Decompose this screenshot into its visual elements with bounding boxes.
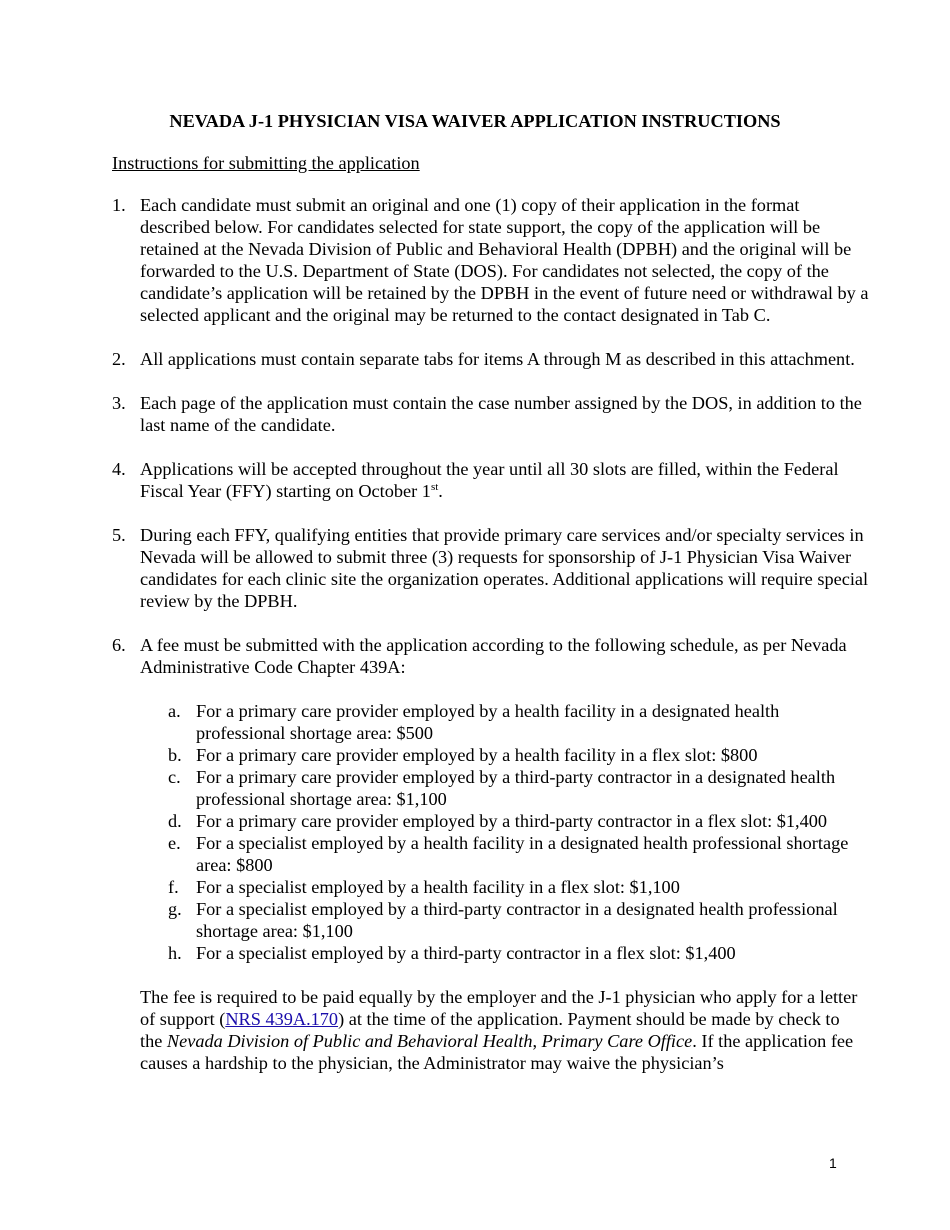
- primary-care-office-name: Primary Care Office: [541, 1031, 693, 1051]
- fee-schedule-text: For a specialist employed by a health facility in a flex slot: $1,100: [196, 877, 680, 897]
- list-item-number: 5.: [112, 525, 126, 545]
- fee-schedule-text: For a primary care provider employed by a third-party contractor in a flex slot: $1,400: [196, 811, 828, 831]
- fee-schedule-item: [0, 898, 950, 942]
- fee-schedule-item: [0, 700, 950, 744]
- list-item: [0, 458, 950, 502]
- list-item-number: 3.: [112, 393, 126, 413]
- fee-schedule-item: [0, 766, 950, 810]
- fee-paragraph-text: . If the application fee causes a hardship to the physician, the Administrator may waive the physician’s: [140, 1031, 854, 1073]
- fee-schedule-letter: h.: [168, 943, 182, 963]
- fee-schedule-letter: e.: [168, 833, 181, 853]
- page-number: 1: [829, 1155, 837, 1171]
- fee-schedule-item: [0, 810, 950, 832]
- fee-schedule-letter: b.: [168, 745, 182, 765]
- fee-schedule-item: [0, 744, 950, 766]
- dpbh-name: Nevada Division of Public and Behavioral Health: [166, 1031, 533, 1051]
- fee-paragraph-text: ,: [532, 1031, 542, 1051]
- list-item-text: Each page of the application must contain the case number assigned by the DOS, in addition to the last name of the candidate.: [140, 393, 862, 435]
- fee-schedule-text: For a primary care provider employed by a health facility in a flex slot: $800: [196, 745, 758, 765]
- list-item: [0, 348, 950, 370]
- fee-schedule-text: For a specialist employed by a health facility in a designated health professional shortage area: $800: [196, 833, 849, 875]
- list-item-text: [140, 458, 870, 502]
- list-item-number: 1.: [112, 195, 126, 215]
- list-item-number: 4.: [112, 459, 126, 479]
- list-item: [0, 194, 950, 326]
- list-item-text-main: Applications will be accepted throughout the year until all 30 slots are filled, within the Federal Fiscal Year (FFY) starting on October 1: [140, 459, 839, 501]
- list-item-text: All applications must contain separate tabs for items A through M as described in this attachment.: [140, 349, 855, 369]
- fee-schedule-item: [0, 942, 950, 964]
- fee-schedule-letter: d.: [168, 811, 182, 831]
- list-item: [0, 392, 950, 436]
- fee-schedule-letter: f.: [168, 877, 179, 897]
- fee-schedule-letter: a.: [168, 701, 181, 721]
- fee-schedule-letter: c.: [168, 767, 181, 787]
- list-item-text: A fee must be submitted with the application according to the following schedule, as per Nevada Administrative Code Chapter 439A:: [140, 635, 847, 677]
- nrs-link[interactable]: NRS 439A.170: [225, 1009, 339, 1029]
- fee-schedule-text: For a specialist employed by a third-party contractor in a flex slot: $1,400: [196, 943, 736, 963]
- list-item-text-end: .: [438, 481, 443, 501]
- fee-schedule-text: For a primary care provider employed by a health facility in a designated health professional shortage area: $500: [196, 701, 780, 743]
- list-item-text: During each FFY, qualifying entities that provide primary care services and/or specialty services in Nevada will be allowed to submit three (3) requests for sponsorship of J-1 Physician Visa Waiver candidates for each clinic site the organization operates. Additional applications will require special review by the DPBH.: [140, 525, 869, 611]
- list-item: [0, 524, 950, 612]
- fee-payment-paragraph: [140, 986, 860, 1074]
- list-item-text: Each candidate must submit an original and one (1) copy of their application in the format described below. For candidates selected for state support, the copy of the application will be retained at the Nevada Division of Public and Behavioral Health (DPBH) and the original will be forwarded to the U.S. Department of State (DOS). For candidates not selected, the copy of the candidate’s application will be retained by the DPBH in the event of future need or withdrawal by a selected applicant and the original may be returned to the contact designated in Tab C.: [140, 195, 869, 325]
- section-subheading: Instructions for submitting the application: [112, 153, 420, 173]
- fee-schedule-list: [0, 700, 950, 964]
- list-item-number: 6.: [112, 635, 126, 655]
- list-item-number: 2.: [112, 349, 126, 369]
- fee-paragraph-text: The fee is required to be paid equally by the employer and the J-1 physician who apply for a letter of support (: [140, 987, 858, 1029]
- fee-schedule-text: For a specialist employed by a third-party contractor in a designated health professional shortage area: $1,100: [196, 899, 838, 941]
- ordinal-superscript: st: [430, 480, 439, 493]
- list-item: [0, 634, 950, 1074]
- page-title: NEVADA J-1 PHYSICIAN VISA WAIVER APPLICATION INSTRUCTIONS: [169, 111, 781, 131]
- fee-schedule-text: For a primary care provider employed by a third-party contractor in a designated health professional shortage area: $1,100: [196, 767, 836, 809]
- fee-schedule-letter: g.: [168, 899, 182, 919]
- fee-schedule-item: [0, 876, 950, 898]
- fee-paragraph-text: ) at the time of the application. Payment should be made by check to the: [140, 1009, 840, 1051]
- instructions-list: [0, 194, 950, 1096]
- fee-schedule-item: [0, 832, 950, 876]
